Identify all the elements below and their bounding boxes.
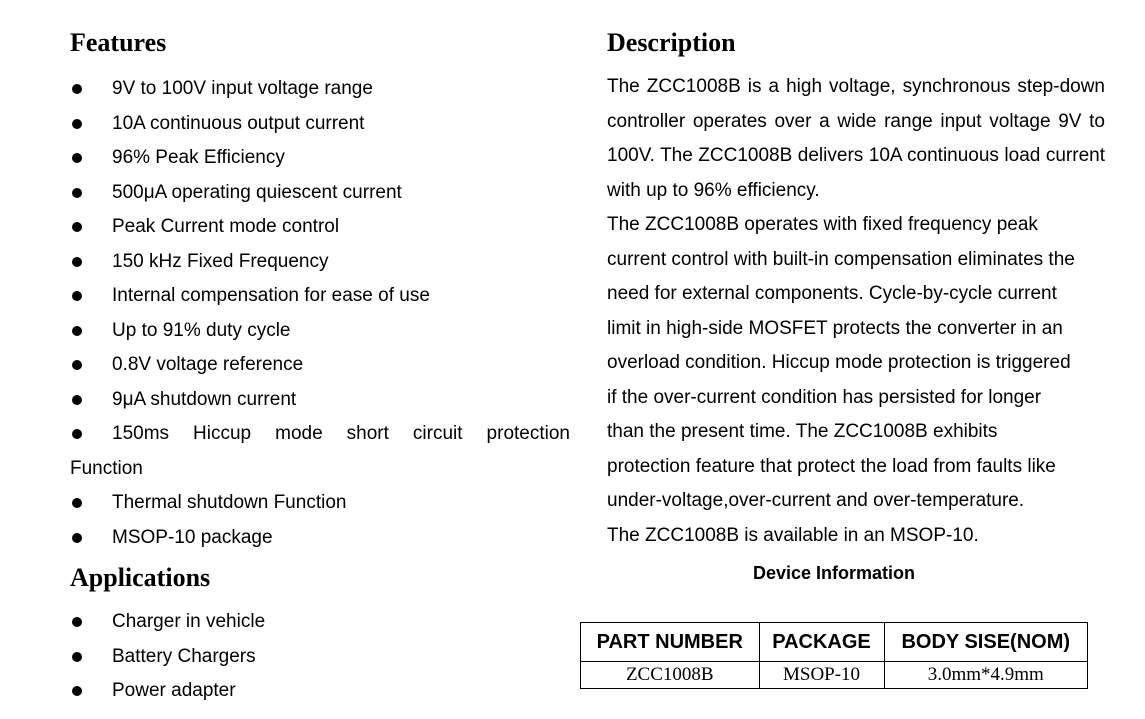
wrapped-line-2: Function xyxy=(70,457,143,479)
description-line: overload condition. Hiccup mode protection is triggered xyxy=(607,352,1071,373)
description-line: if the over-current condition has persisted for longer xyxy=(607,386,1042,408)
list-item: 96% Peak Efficiency xyxy=(70,141,570,176)
list-item: MSOP-10 package xyxy=(70,521,570,556)
description-line: current control with built-in compensation eliminates the xyxy=(607,248,1075,270)
description-line: under-voltage,over-current and over-temperature. xyxy=(607,490,1025,511)
list-item: 0.8V voltage reference xyxy=(70,348,570,383)
description-line: The ZCC1008B operates with fixed frequency peak xyxy=(607,214,1038,235)
device-information-title: Device Information xyxy=(752,563,916,583)
cell-body-size: 3.0mm*4.9mm xyxy=(884,662,1087,689)
description-line: protection feature that protect the load from faults like xyxy=(607,455,1056,477)
list-item: Thermal shutdown Function xyxy=(70,486,570,521)
wrapped-line-1: 150ms Hiccup mode short circuit protection xyxy=(112,423,570,444)
list-item: Power adapter xyxy=(70,674,570,709)
table-header-row xyxy=(581,623,1088,662)
list-item: 9V to 100V input voltage range xyxy=(70,72,570,107)
list-item-wrapped xyxy=(70,417,570,486)
left-column xyxy=(70,26,570,709)
cell-part-number: ZCC1008B xyxy=(581,662,760,689)
description-line: than the present time. The ZCC1008B exhibits xyxy=(607,421,998,442)
list-item: Battery Chargers xyxy=(70,640,570,675)
list-item: Internal compensation for ease of use xyxy=(70,279,570,314)
description-paragraph-1: The ZCC1008B is a high voltage, synchronous step-down controller operates over a wide range input voltage 9V to 100V. The ZCC1008B delivers 10A continuous load current with up to 96% efficiency. xyxy=(607,76,1105,201)
list-item: Up to 91% duty cycle xyxy=(70,314,570,349)
list-item: 150 kHz Fixed Frequency xyxy=(70,245,570,280)
list-item: 10A continuous output current xyxy=(70,107,570,142)
list-item: Charger in vehicle xyxy=(70,605,570,640)
description-heading: Description xyxy=(607,28,736,57)
right-column xyxy=(607,26,1105,553)
description-paragraph-3: The ZCC1008B is available in an MSOP-10. xyxy=(607,524,979,546)
table-row xyxy=(581,662,1088,689)
description-paragraph-2 xyxy=(607,208,1105,519)
list-item: 500μA operating quiescent current xyxy=(70,176,570,211)
column-header-part-number: PART NUMBER xyxy=(581,623,760,662)
applications-list xyxy=(70,605,570,709)
cell-package: MSOP-10 xyxy=(759,662,884,689)
features-heading: Features xyxy=(70,28,167,57)
description-line: need for external components. Cycle-by-cycle current xyxy=(607,283,1057,304)
list-item: 9μA shutdown current xyxy=(70,383,570,418)
list-item: Peak Current mode control xyxy=(70,210,570,245)
features-list xyxy=(70,72,570,555)
column-header-package: PACKAGE xyxy=(759,623,884,662)
device-information-table xyxy=(580,622,1088,689)
column-header-body-size: BODY SISE(NOM) xyxy=(884,623,1087,662)
description-line: limit in high-side MOSFET protects the converter in an xyxy=(607,317,1063,339)
applications-heading: Applications xyxy=(70,563,211,592)
